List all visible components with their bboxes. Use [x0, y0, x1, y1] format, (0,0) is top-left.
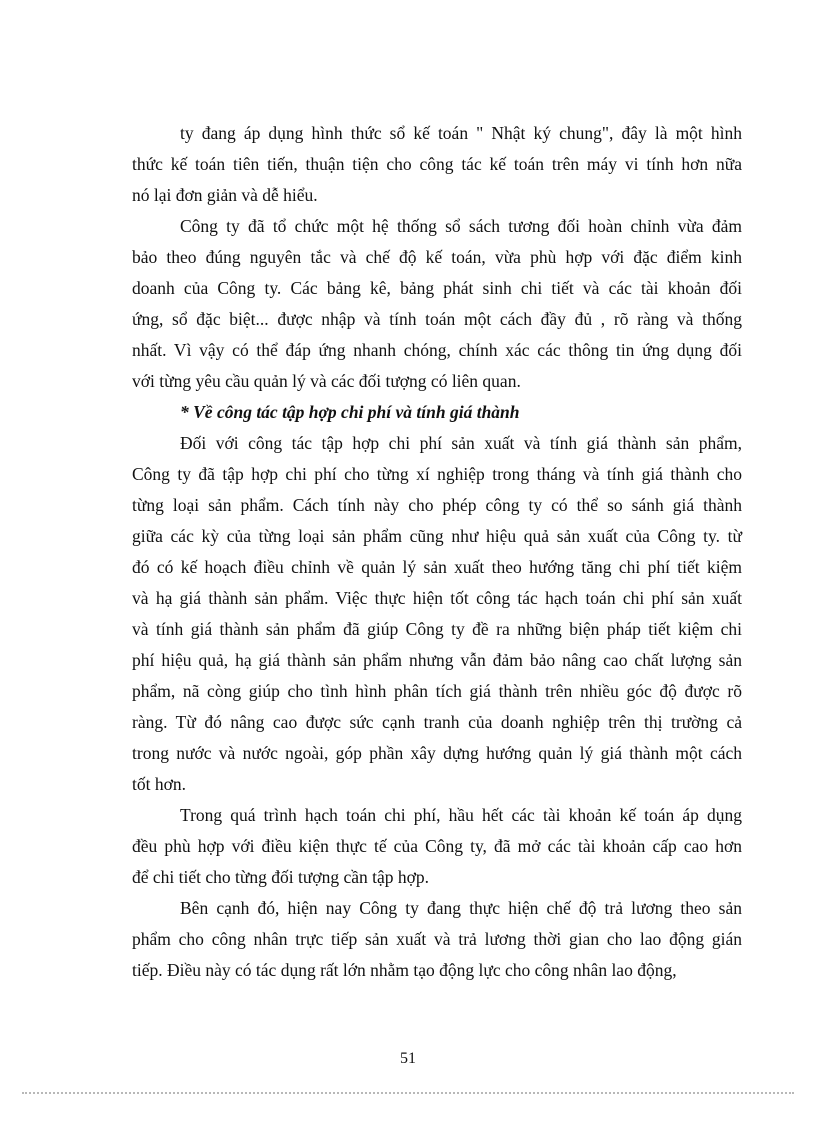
- paragraph-line: Bên cạnh đó, hiện nay Công ty đang thực hiện chế độ trả lương theo sản: [180, 898, 742, 918]
- paragraph-line: doanh của Công ty. Các bảng kê, bảng phát sinh chi tiết và các tài khoản đối: [132, 278, 742, 298]
- paragraph-line: nó lại đơn giản và dễ hiểu.: [132, 185, 318, 205]
- paragraph-line: đều phù hợp với điều kiện thực tế của Công ty, đã mở các tài khoản cấp cao hơn: [132, 836, 742, 856]
- paragraph-2: [132, 211, 742, 397]
- paragraph-line: phẩm, nã còng giúp cho tình hình phân tích giá thành trên nhiều góc độ được rõ: [132, 681, 742, 701]
- paragraph-1: [132, 118, 742, 211]
- section-heading: * Về công tác tập hợp chi phí và tính giá thành: [180, 402, 520, 422]
- paragraph-line: ty đang áp dụng hình thức sổ kế toán " Nhật ký chung", đây là một hình: [180, 123, 742, 143]
- paragraph-line: phẩm cho công nhân trực tiếp sản xuất và trả lương thời gian cho lao động gián: [132, 929, 742, 949]
- paragraph-line: tốt hơn.: [132, 774, 186, 794]
- paragraph-4: [132, 800, 742, 893]
- paragraph-5: [132, 893, 742, 986]
- paragraph-line: để chi tiết cho từng đối tượng cần tập hợp.: [132, 867, 429, 887]
- paragraph-line: Đối với công tác tập hợp chi phí sản xuất và tính giá thành sản phẩm,: [180, 433, 742, 453]
- paragraph-line: và tính giá thành sản phẩm đã giúp Công ty đề ra những biện pháp tiết kiệm chi: [132, 619, 742, 639]
- document-page: [132, 118, 742, 986]
- paragraph-line: Công ty đã tập hợp chi phí cho từng xí nghiệp trong tháng và tính giá thành cho: [132, 464, 742, 484]
- page-number: 51: [400, 1050, 416, 1067]
- paragraph-line: và hạ giá thành sản phẩm. Việc thực hiện tốt công tác hạch toán chi phí sản xuất: [132, 588, 742, 608]
- paragraph-line: nhất. Vì vậy có thể đáp ứng nhanh chóng, chính xác các thông tin ứng dụng đối: [132, 340, 742, 360]
- paragraph-line: Công ty đã tổ chức một hệ thống sổ sách tương đối hoàn chỉnh vừa đảm: [180, 216, 742, 236]
- paragraph-line: phí hiệu quả, hạ giá thành sản phẩm nhưng vẫn đảm bảo nâng cao chất lượng sản: [132, 650, 742, 670]
- paragraph-line: giữa các kỳ của từng loại sản phẩm cũng như hiệu quả sản xuất của Công ty. từ: [132, 526, 742, 546]
- paragraph-line: tiếp. Điều này có tác dụng rất lớn nhằm tạo động lực cho công nhân lao động,: [132, 960, 677, 980]
- paragraph-line: ràng. Từ đó nâng cao được sức cạnh tranh của doanh nghiệp trên thị trường cả: [132, 712, 742, 732]
- paragraph-line: đó có kế hoạch điều chỉnh về quản lý sản xuất theo hướng tăng chi phí tiết kiệm: [132, 557, 742, 577]
- paragraph-line: với từng yêu cầu quản lý và các đối tượng có liên quan.: [132, 371, 521, 391]
- paragraph-line: Trong quá trình hạch toán chi phí, hầu hết các tài khoản kế toán áp dụng: [180, 805, 742, 825]
- paragraph-line: trong nước và nước ngoài, góp phần xây dựng hướng quản lý giá thành một cách: [132, 743, 742, 763]
- paragraph-line: ứng, sổ đặc biệt... được nhập và tính toán một cách đầy đủ , rõ ràng và thống: [132, 309, 742, 329]
- page-bottom-border: [22, 1092, 794, 1094]
- paragraph-line: bảo theo đúng nguyên tắc và chế độ kế toán, vừa phù hợp với đặc điểm kinh: [132, 247, 742, 267]
- paragraph-3: [132, 428, 742, 800]
- paragraph-line: thức kế toán tiên tiến, thuận tiện cho công tác kế toán trên máy vi tính hơn nữa: [132, 154, 742, 174]
- paragraph-line: từng loại sản phẩm. Cách tính này cho phép công ty có thể so sánh giá thành: [132, 495, 742, 515]
